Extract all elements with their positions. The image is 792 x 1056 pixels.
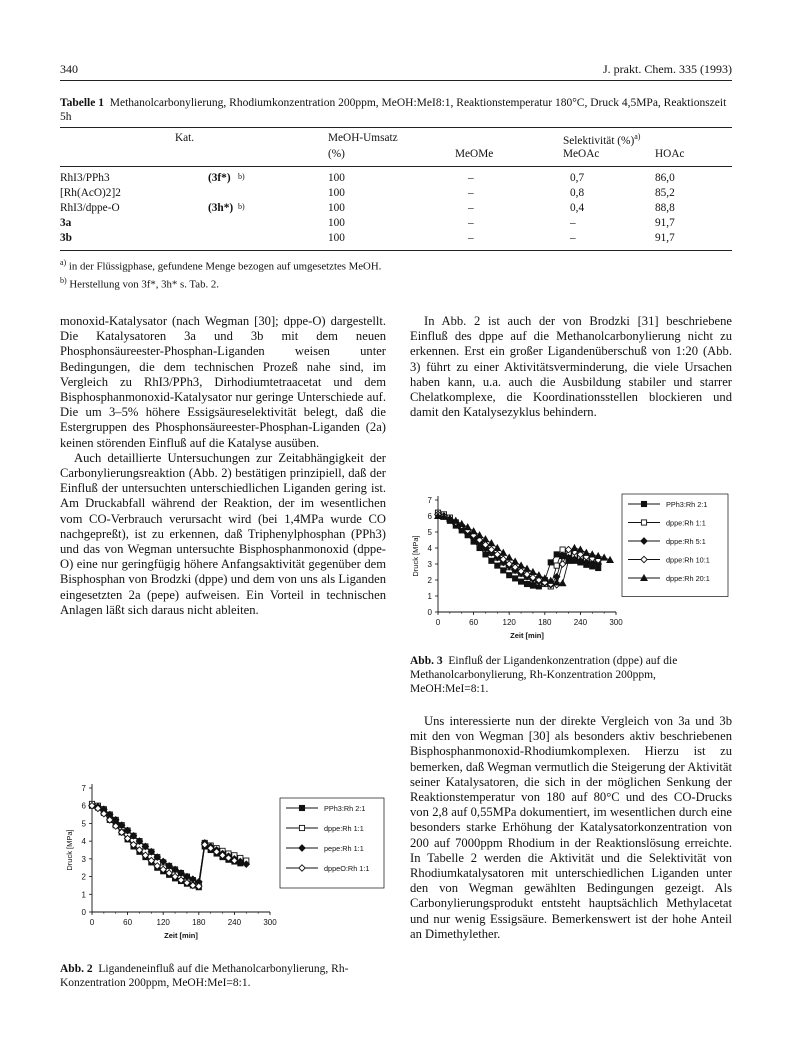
x-tick-label: 180 [192,918,206,927]
data-point [524,581,529,586]
abb2-chart [60,778,386,958]
data-point [607,557,613,563]
abb2-caption-label: Abb. 2 [60,963,93,975]
y-tick-label: 2 [81,872,86,882]
data-point [482,536,488,542]
abb3-caption-text: Einfluß der Ligandenkonzentration (dppe) auf die Methanolcarbonylierung, Rh-Konzentration 200ppm, MeOH:MeI=8:1. [410,655,678,695]
x-tick-label: 300 [263,918,277,927]
legend-label: dppeO:Rh 1:1 [324,864,370,873]
y-tick-label: 3 [427,560,432,569]
y-tick-label: 4 [427,544,432,553]
th-selektivitaet-text: Selektivität (%) [563,134,635,147]
cell-meome: – [468,172,474,184]
legend-label: dppe:Rh 20:1 [666,574,710,583]
data-point [518,562,524,568]
cell-ref-sup: b) [238,202,245,211]
abb2-caption [60,962,386,990]
cell-hoac: 91,7 [655,232,675,244]
cell-hoac: 91,7 [655,217,675,229]
footnote-b-text: Herstellung von 3f*, 3h* s. Tab. 2. [69,278,219,291]
x-tick-label: 300 [609,618,623,627]
y-tick-label: 1 [81,890,86,900]
y-tick-label: 5 [427,528,432,537]
footnote-a [60,256,732,274]
data-point [512,558,518,564]
y-tick-label: 2 [427,576,432,585]
data-point [501,568,506,573]
legend-label: PPh3:Rh 2:1 [666,500,708,509]
legend-label: dppe:Rh 5:1 [666,537,706,546]
cell-ref: (3f*) [208,172,231,184]
th-meoac: MeOAc [563,148,600,160]
data-point [554,552,559,557]
th-hoac: HOAc [655,148,685,160]
cell-meoac: 0,8 [570,187,585,199]
right-column-bottom [410,714,732,942]
x-tick-label: 240 [227,918,242,927]
cell-ref-sup-wrap [238,202,245,217]
y-tick-label: 6 [81,801,86,811]
x-tick-label: 0 [435,618,441,627]
data-point [507,573,512,578]
y-tick-label: 1 [427,592,432,601]
table-1 [0,0,792,300]
y-tick-label: 5 [81,819,86,829]
cell-umsatz: 100 [328,232,345,244]
left-column [60,314,386,618]
cell-meome: – [468,217,474,229]
legend-label: pepe:Rh 1:1 [324,844,364,853]
th-selektivitaet [563,132,640,147]
x-tick-label: 120 [156,918,170,927]
x-tick-label: 60 [469,618,479,627]
y-axis-label: Druck [MPa] [411,535,420,577]
cell-hoac: 88,8 [655,202,675,214]
footnote-a-text: in der Flüssigphase, gefundene Menge bezogen auf umgesetztes MeOH. [68,260,382,273]
cell-meoac: 0,7 [570,172,585,184]
y-axis-label: Druck [MPa] [65,829,74,871]
x-tick-label: 240 [573,618,588,627]
data-point [495,563,500,568]
legend-label: PPh3:Rh 2:1 [324,804,366,813]
right-paragraph-2: Uns interessierte nun der direkte Vergleich von 3a und 3b mit den von Wegman [30] als besonders aktiv beschriebenen Bisphosphanmonoxid-Rhodiumkomplexen. Hierzu ist zu bemerken, daß Wegman vermutlich die Steigerung der Aktivität seiner Katalysatoren, die sich in der möglichen Senkung der Reaktionstemperatur von 180 auf 80°C und des CO-Drucks von 2,8 auf 0,55MPa dokumentiert, im wesentlichen durch eine besonders starke Erhöhung der Katalysatorkonzentration von 200 auf 7000ppm Rhodium in der Reaktionslösung erreichte. In Tabelle 2 werden die Aktivität und die Selektivität von Rhodiumkatalysatoren mit unterschiedlichen Liganden unter den von Wegman gewählten Bedingungen gezeigt. Als Carbonylierungsprodukt entsteht hauptsächlich Methylacetat und nur wenig Essigsäure. Bemerkenswert ist der hohe Anteil an Dimethylether. [410,714,732,941]
legend-label: dppe:Rh 1:1 [666,518,706,528]
y-tick-label: 7 [81,784,86,793]
th-meome: MeOMe [455,148,494,160]
cell-hoac: 85,2 [655,187,675,199]
cell-kat: RhI3/PPh3 [60,172,110,184]
table-bottom-rule [60,250,732,251]
data-point [483,552,488,557]
x-tick-label: 0 [89,918,95,927]
cell-meome: – [468,187,474,199]
left-paragraph-2: Auch detaillierte Untersuchungen zur Zeitabhängigkeit der Carbonylierungsreaktion (Abb. 2) bestätigen prinzipiell, daß der Einfluß der untersuchten unterschiedlichen Liganden gering ist. Am Druckabfall während der Reaktion, der im wesentlichen vom CO-Verbrauch verursacht wird (bei 1,4MPa wurde CO nachgepreßt), ist zu erkennen, daß Triphenylphosphan (PPh3) und das von Wegman untersuchte Bisphosphanmonoxid (dppe-O) eine nur geringfügig höhere Anfangsaktivität gegenüber dem Bisphosphan von Brodzki (dppe) und dem von uns als Liganden eingesetzten 2a (pepe) aufweisen. Ein Vorteil in technischen Anlagen läßt sich daraus nicht ableiten. [60,450,386,617]
right-column-top [410,314,732,420]
cell-ref-sup-wrap [238,172,245,187]
data-point [560,547,565,552]
cell-meome: – [468,202,474,214]
data-point [513,576,518,581]
legend-marker [299,825,304,830]
abb3-chart [410,470,732,650]
data-point [476,532,482,538]
cell-ref-sup: b) [238,172,245,181]
cell-meoac: 0,4 [570,202,585,214]
cell-umsatz: 100 [328,202,345,214]
data-point [488,540,494,546]
abb2-caption-text: Ligandeneinfluß auf die Methanolcarbonylierung, Rh-Konzentration 200ppm, MeOH:MeI=8:1. [60,963,349,989]
th-kat: Kat. [175,132,195,144]
data-point [518,579,523,584]
th-umsatz-unit: (%) [328,148,345,160]
x-axis-label: Zeit [min] [510,631,544,640]
data-point [470,528,476,534]
cell-kat: [Rh(AcO)2]2 [60,187,121,199]
cell-kat: RhI3/dppe-O [60,202,120,214]
y-tick-label: 3 [81,854,86,864]
legend [280,798,384,888]
y-tick-label: 7 [427,496,432,505]
y-tick-label: 0 [81,908,86,917]
data-point [571,545,577,551]
cell-ref: (3h*) [208,202,234,214]
cell-umsatz: 100 [328,187,345,199]
legend-marker [641,520,646,525]
legend-label: dppe:Rh 10:1 [666,555,710,565]
x-axis-label: Zeit [min] [164,931,198,940]
table-label: Tabelle 1 [60,97,104,109]
footnote-a-mark: a) [60,258,67,267]
data-point [559,561,565,567]
table-header-rule [60,166,732,167]
cell-meoac: – [570,232,576,244]
data-point [554,563,559,568]
y-tick-label: 4 [81,837,86,847]
legend-label: dppe:Rh 1:1 [324,824,364,833]
legend [622,494,728,597]
th-umsatz: MeOH-Umsatz [328,132,398,144]
y-tick-label: 0 [427,608,432,617]
x-tick-label: 60 [123,918,133,927]
left-paragraph-1: monoxid-Katalysator (nach Wegman [30]; dppe-O) dargestellt. Die Katalysatoren 3a und 3b mit dem neuen Phosphonsäureester-Phosphan-Liganden weisen unter Bedingungen, die dem technischen Prozeß nahe sind, im Vergleich zu RhI3/PPh3, Dirhodiumtetraacetat und dem Bisphosphanmonoxid-Katalysator nur geringe Unterschiede auf. Die um 3–5% höhere Essigsäureselektivität belegt, daß die Estergruppen des Phosphonsäureester-Phosphan-Liganden (2a) keinen störenden Einfluß auf die Katalyse ausüben. [60,314,386,450]
cell-meome: – [468,232,474,244]
th-sel-sup: a) [634,132,641,141]
cell-meoac: – [570,217,576,229]
data-point [489,558,494,563]
cell-umsatz: 100 [328,217,345,229]
cell-kat: 3b [60,232,72,244]
page-number: 340 [60,62,78,76]
data-point [548,560,553,565]
right-paragraph-1: In Abb. 2 ist auch der von Brodzki [31] beschriebene Einfluß des dppe auf die Methanolcarbonylierung nicht zu erkennen. Erst ein großer Ligandenüberschuß von 1:20 (Abb. 3) führt zu einer Aktivitätsverminderung, die viele Ursachen haben kann, u.a. auch die Ausbildung stabiler und starrer Chelatkomplexe, die Koordinationsstellen blockieren und damit den Katalysezyklus behindern. [410,314,732,420]
legend-marker [299,805,304,810]
data-point [530,583,535,588]
table-footnotes [60,256,732,291]
footnote-b [60,274,732,292]
cell-kat: 3a [60,217,72,229]
footnote-b-mark: b) [60,275,67,285]
x-tick-label: 120 [502,618,516,627]
x-tick-label: 180 [538,618,552,627]
legend-marker [641,501,646,506]
abb3-caption-label: Abb. 3 [410,655,443,667]
journal-reference: J. prakt. Chem. 335 (1993) [603,62,732,76]
table-caption-text: Methanolcarbonylierung, Rhodiumkonzentration 200ppm, MeOH:MeI8:1, Reaktionstemperatur 180°C, Druck 4,5MPa, Reaktionszeit 5h [60,97,727,123]
abb3-caption [410,654,732,696]
cell-hoac: 86,0 [655,172,675,184]
cell-umsatz: 100 [328,172,345,184]
y-tick-label: 6 [427,512,432,521]
